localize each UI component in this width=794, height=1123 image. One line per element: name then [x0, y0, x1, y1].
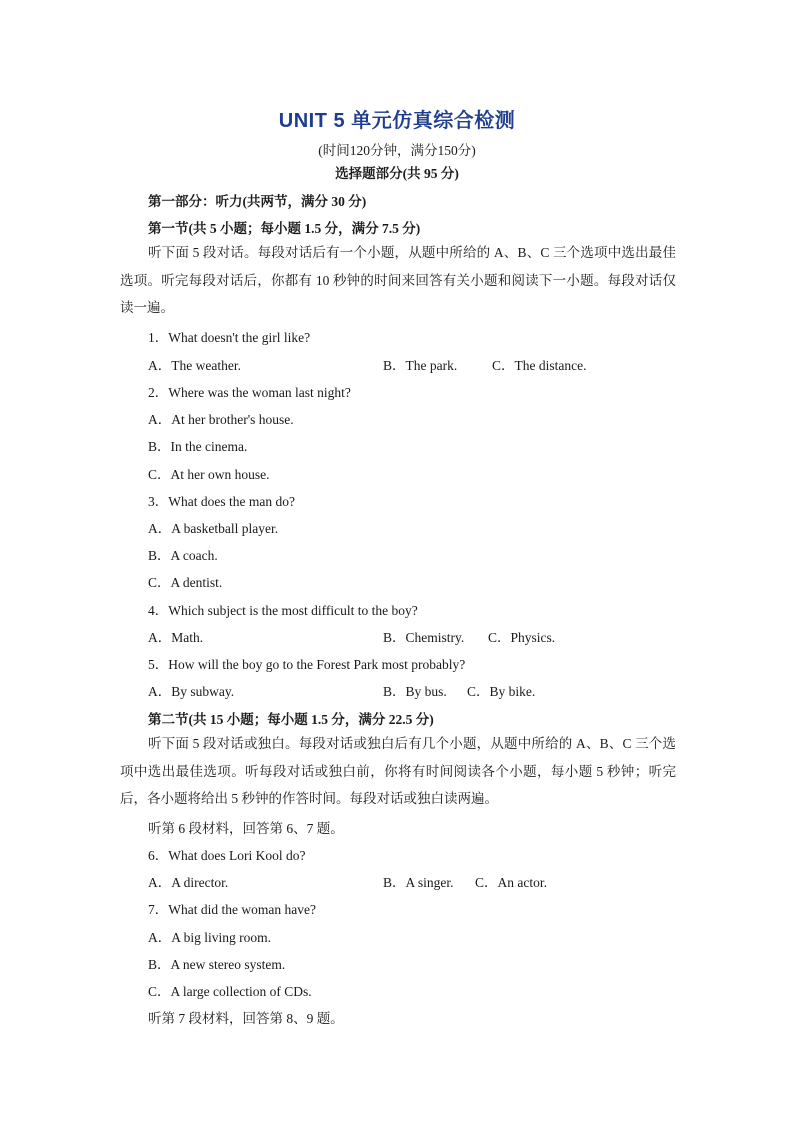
q4-option-b: B．Chemistry.	[383, 630, 465, 645]
material-6-note: 听第 6 段材料，回答第 6、7 题。	[148, 821, 344, 836]
question-1: 1．What doesn't the girl like?	[148, 330, 311, 345]
sec2-heading: 第二节(共 15 小题；每小题 1.5 分，满分 22.5 分)	[148, 712, 434, 727]
q7-option-c: C．A large collection of CDs.	[148, 984, 312, 999]
q4-option-c: C．Physics.	[488, 630, 556, 645]
q5-option-b: B．By bus.	[383, 684, 447, 699]
q1-option-a: A．The weather.	[148, 358, 241, 373]
q2-option-a: A．At her brother's house.	[148, 412, 294, 427]
q5-option-a: A．By subway.	[148, 684, 235, 699]
q6-option-b: B．A singer.	[383, 875, 454, 890]
q3-option-c: C．A dentist.	[148, 575, 223, 590]
time-score-note: (时间120分钟，满分150分)	[318, 143, 476, 158]
question-7: 7．What did the woman have?	[148, 902, 316, 917]
material-7-note: 听第 7 段材料，回答第 8、9 题。	[148, 1011, 344, 1026]
q6-option-a: A．A director.	[148, 875, 229, 890]
q7-option-b: B．A new stereo system.	[148, 957, 286, 972]
q7-option-a: A．A big living room.	[148, 930, 272, 945]
q3-option-a: A．A basketball player.	[148, 521, 279, 536]
part1-heading: 第一部分：听力(共两节，满分 30 分)	[148, 194, 367, 209]
q1-option-b: B．The park.	[383, 358, 458, 373]
question-3: 3．What does the man do?	[148, 494, 295, 509]
q2-option-c: C．At her own house.	[148, 467, 270, 482]
question-4: 4．Which subject is the most difficult to the boy?	[148, 603, 418, 618]
sec1-heading: 第一节(共 5 小题；每小题 1.5 分，满分 7.5 分)	[148, 221, 421, 236]
q1-option-c: C．The distance.	[492, 358, 587, 373]
q2-option-b: B．In the cinema.	[148, 439, 248, 454]
q3-option-b: B．A coach.	[148, 548, 218, 563]
q5-option-c: C．By bike.	[467, 684, 536, 699]
q4-option-a: A．Math.	[148, 630, 204, 645]
question-2: 2．Where was the woman last night?	[148, 385, 351, 400]
sec2-instructions: 听下面 5 段对话或独白。每段对话或独白后有几个小题，从题中所给的 A、B、C 三个选项中选出最佳选项。听每段对话或独白前，你将有时间阅读各个小题，每小题 5 秒钟；听完后，各小题将给出 5 秒钟的作答时间。每段对话或独白读两遍。	[120, 736, 676, 806]
question-6: 6．What does Lori Kool do?	[148, 848, 306, 863]
section-header: 选择题部分(共 95 分)	[335, 166, 459, 181]
page-title: UNIT 5 单元仿真综合检测	[278, 110, 516, 132]
question-5: 5．How will the boy go to the Forest Park most probably?	[148, 657, 466, 672]
sec1-instructions: 听下面 5 段对话。每段对话后有一个小题，从题中所给的 A、B、C 三个选项中选出最佳选项。听完每段对话后，你都有 10 秒钟的时间来回答有关小题和阅读下一小题。每段对话仅读一遍。	[120, 245, 676, 315]
q6-option-c: C．An actor.	[475, 875, 547, 890]
